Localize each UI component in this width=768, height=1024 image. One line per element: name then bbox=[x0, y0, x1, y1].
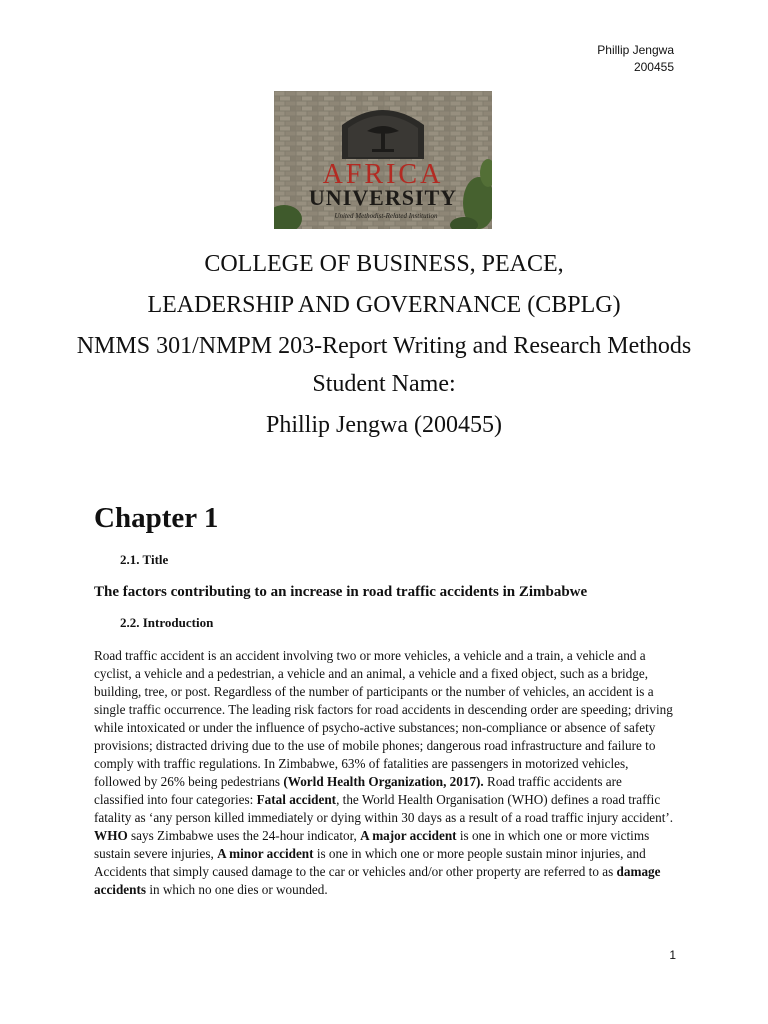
course-title: NMMS 301/NMPM 203-Report Writing and Research Methods bbox=[76, 333, 692, 359]
paragraph-text: is one in which one or more people sustain minor injuries, and Accidents that simply caused damage to the car or vehicles and/or other property are referred to as bbox=[94, 846, 646, 879]
logo-africa-text: AFRICA bbox=[322, 159, 444, 190]
header-author-name: Phillip Jengwa bbox=[597, 43, 674, 57]
paragraph-bold-term: WHO bbox=[94, 828, 128, 843]
report-title: The factors contributing to an increase in road traffic accidents in Zimbabwe bbox=[94, 584, 588, 600]
section-introduction-heading: 2.2. Introduction bbox=[120, 615, 214, 630]
header-student-id: 200455 bbox=[633, 60, 674, 74]
college-name-line-1: COLLEGE OF BUSINESS, PEACE, bbox=[204, 251, 564, 277]
paragraph-bold-term: A minor accident bbox=[217, 846, 314, 861]
paragraph-text: says Zimbabwe uses the 24-hour indicator, bbox=[127, 828, 361, 843]
paragraph-bold-term: Fatal accident bbox=[256, 792, 337, 807]
cover-titles bbox=[60, 244, 708, 446]
paragraph-text: Road traffic accident is an accident involving two or more vehicles, a vehicle and a train, a vehicle and a cyclist, a vehicle and a pedestrian, a vehicle and an animal, a vehicle and a fixed object, such as a bridge, building, tree, or post. Regardless of the number of participants or the number of vehicles, an accident is a single traffic occurrence. The leading risk factors for road accidents in descending order are speeding; driving while intoxicated or under the influence of psycho-active substances; non-compliance or absence of safety provisions; distracted driving due to the use of mobile phones; dangerous road infrastructure and failure to comply with traffic regulations. In Zimbabwe, 63% of fatalities are passengers in motorized vehicles, followed by 26% being pedestrians bbox=[94, 648, 673, 789]
paragraph-bold-term: damage accidents bbox=[94, 864, 661, 897]
paragraph-text: Road traffic accidents are classified into four categories: bbox=[94, 774, 622, 807]
paragraph-bold-citation: (World Health Organization, 2017). bbox=[283, 774, 484, 789]
paragraph-text: in which no one dies or wounded. bbox=[146, 882, 328, 897]
paragraph-text: is one in which one or more victims sustain severe injuries, bbox=[94, 828, 650, 861]
chapter-heading: Chapter 1 bbox=[94, 502, 219, 534]
paragraph-bold-term: A major accident bbox=[360, 828, 457, 843]
page-header bbox=[597, 42, 674, 76]
page-number: 1 bbox=[669, 948, 676, 962]
student-name-value: Phillip Jengwa (200455) bbox=[266, 412, 502, 438]
student-name-label: Student Name: bbox=[312, 371, 456, 397]
logo-university-text: UNIVERSITY bbox=[308, 185, 458, 210]
paragraph-text: , the World Health Organisation (WHO) defines a road traffic fatality as ‘any person killed immediately or dying within 30 days as a result of a road traffic injury accident’. bbox=[94, 792, 674, 825]
university-logo-photo bbox=[274, 91, 492, 229]
section-title-heading: 2.1. Title bbox=[120, 552, 169, 567]
college-name-line-2: LEADERSHIP AND GOVERNANCE (CBPLG) bbox=[147, 292, 621, 318]
logo-tagline-text: United Methodist-Related Institution bbox=[334, 212, 438, 220]
introduction-paragraph bbox=[94, 647, 674, 899]
